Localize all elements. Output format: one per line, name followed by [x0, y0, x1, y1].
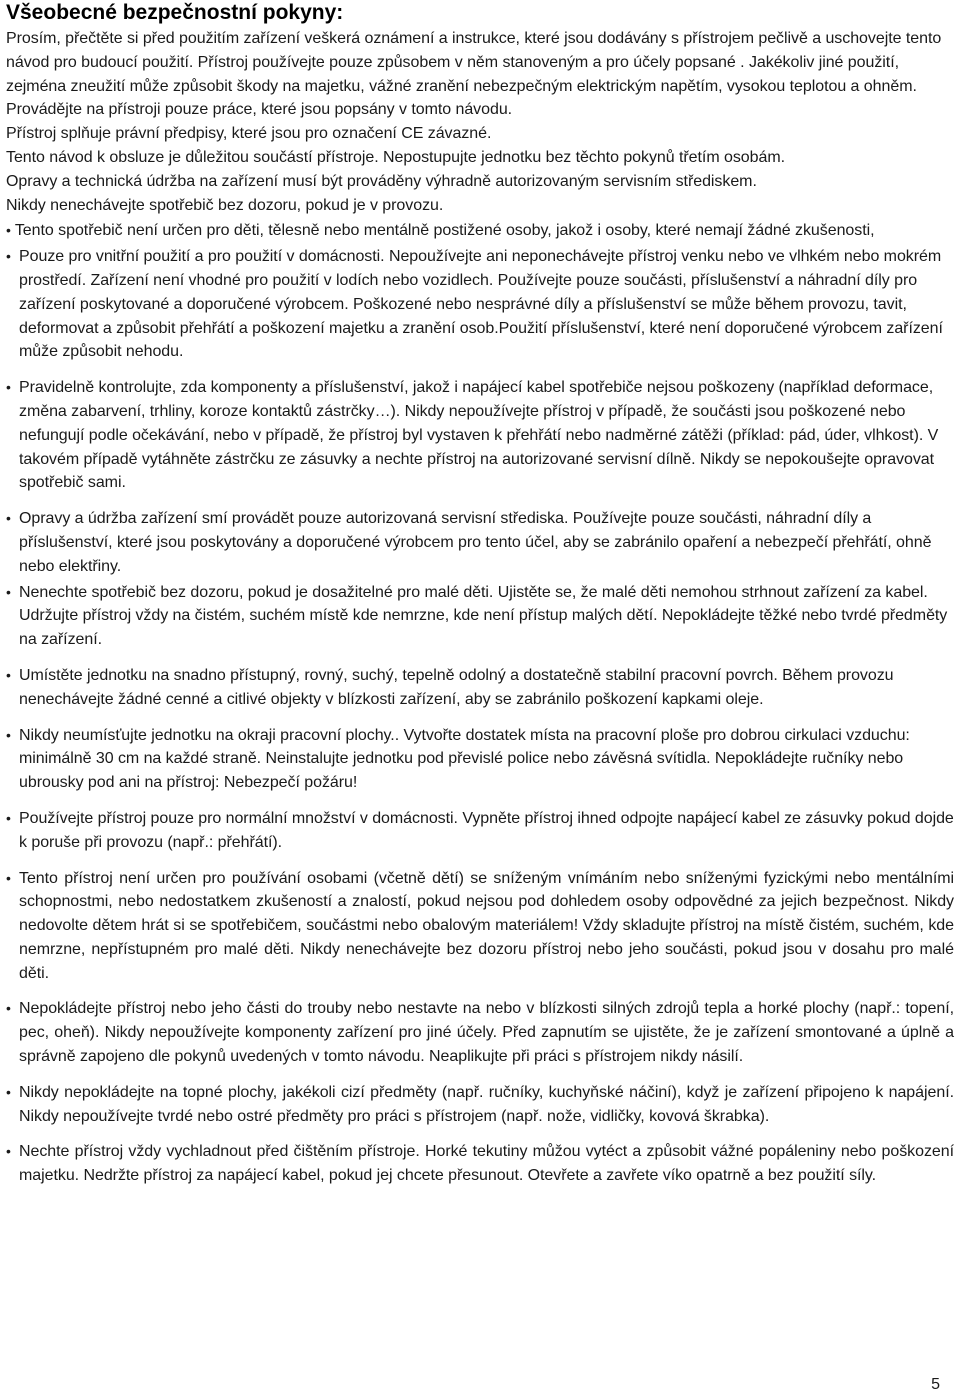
bullet-icon: •: [6, 379, 11, 396]
bullet-icon: •: [6, 809, 11, 826]
bullet-icon: •: [6, 666, 11, 683]
bullet-icon: •: [6, 222, 11, 239]
list-item: [6, 807, 954, 855]
intro-paragraph: Prosím, přečtěte si před použitím zařízení veškerá oznámení a instrukce, které jsou dodávány s přístrojem pečlivě a uschovejte tento návod pro budoucí použití. Přístroj používejte pouze způsobem v něm stanoveným a pro účely popsané . Jakékoliv jiné použití, zejména zneužití může způsobit škody na majetku, vážné zranění nebezpečným elektrickým napětím, vysokou teplotou a ohněm. Provádějte na přístroji pouze práce, které jsou popsány v tomto návodu.: [6, 30, 942, 119]
safety-list: [6, 219, 954, 1188]
bullet-icon: •: [6, 1143, 11, 1160]
list-item-text: Nikdy neumísťujte jednotku na okraji pracovní plochy.. Vytvořte dostatek místa na pracovní ploše pro dobrou cirkulaci vzduchu: minimálně 30 cm na každé straně. Neinstalujte jednotku pod převislé police nebo závěsná svítidla. Nepokládejte ručníky nebo ubrousky pod ani na přístroj: Nebezpečí požáru!: [19, 726, 910, 792]
list-item: [6, 664, 954, 712]
list-item-text: Používejte přístroj pouze pro normální množství v domácnosti. Vypněte přístroj ihned odpojte napájecí kabel ze zásuvky pokud dojde k poruše při provozu (např.: přehřátí).: [19, 809, 954, 851]
list-item: [6, 581, 954, 652]
intro-paragraph: Přístroj splňuje právní předpisy, které jsou pro označení CE závazné.: [6, 125, 492, 143]
intro-paragraph: Nikdy nenechávejte spotřebič bez dozoru, pokud je v provozu.: [6, 196, 444, 214]
list-item: [6, 219, 954, 243]
list-item: [6, 867, 954, 986]
list-item-text: Opravy a údržba zařízení smí provádět pouze autorizovaná servisní střediska. Používejte pouze součásti, náhradní díly a příslušenství, které jsou poskytovány a doporučené výrobcem pro tento účel, aby se zabránilo opaření a nebezpečí přehřátí, ohně nebo elektřiny.: [19, 510, 932, 575]
list-item-text: Umístěte jednotku na snadno přístupný, rovný, suchý, tepelně odolný a dostatečně stabilní pracovní povrch. Během provozu nenechávejte žádné cenné a citlivé objekty v blízkosti zařízení, aby se zabránilo poškození kapkami oleje.: [19, 666, 894, 708]
list-item: [6, 997, 954, 1068]
list-item-text: Pravidelně kontrolujte, zda komponenty a příslušenství, jakož i napájecí kabel spotřebiče nejsou poškozeny (například deformace, změna zabarvení, trhliny, koroze kontaktů zástrčky…). Nikdy nepoužívejte přístroj v případě, že součásti jsou poškozené nebo nefungují podle očekávání, nebo v případě, že přístroj byl vystaven k přehřátí nebo nadměrné zátěži (příklad: pád, úder, vlhkost). V takovém případě vytáhněte zástrčku ze zásuvky a nechte přístroj na autorizované servisní dílně. Nikdy se nepokoušejte opravovat spotřebič sami.: [19, 379, 939, 492]
bullet-icon: •: [6, 583, 11, 600]
list-item: [6, 245, 954, 364]
list-item-text: Tento spotřebič není určen pro děti, tělesně nebo mentálně postižené osoby, jakož i osoby, které nemají žádné zkušenosti,: [14, 222, 875, 240]
list-item-text: Nepokládejte přístroj nebo jeho části do trouby nebo nestavte na nebo v blízkosti silných zdrojů tepla a horké plochy (např.: topení, pec, oheň). Nikdy nepoužívejte komponenty zařízení pro jiné účely. Před zapnutím se ujistěte, že je zařízení smontované a úplně a správně zapojeno dle pokynů uvedených v tomto návodu. Neaplikujte při práci s přístrojem nikdy násilí.: [19, 1000, 954, 1066]
list-item: [6, 1081, 954, 1129]
page-number: 5: [931, 1376, 940, 1394]
intro-paragraph: Tento návod k obsluze je důležitou součástí přístroje. Nepostupujte jednotku bez těchto pokynů třetím osobám.: [6, 148, 786, 166]
bullet-icon: •: [6, 510, 11, 527]
list-item-text: Pouze pro vnitřní použití a pro použití v domácnosti. Nepoužívejte ani neponechávejte přístroj venku nebo ve vlhkém nebo mokrém prostředí. Zařízení není vhodné pro použití v lodích nebo vozidlech. Používejte pouze součásti, příslušenství a náhradní díly pro zařízení poskytované a doporučené výrobcem. Poškozené nebo nesprávné díly a příslušenství se může během provozu, tavit, deformovat a způsobit přehřátí a poškození majetku a zranění osob.Použití příslušenství, které není doporučené výrobcem zařízení může způsobit nehodu.: [19, 248, 943, 361]
intro-section: [6, 27, 954, 217]
list-item: [6, 376, 954, 495]
bullet-icon: •: [6, 869, 11, 886]
bullet-icon: •: [6, 726, 11, 743]
list-item-text: Nenechte spotřebič bez dozoru, pokud je dosažitelné pro malé děti. Ujistěte se, že malé děti nemohou strhnout zařízení za kabel. Udržujte přístroj vždy na čistém, suchém místě kde nemrzne, kde není přístup malých dětí. Nepokládejte těžké nebo tvrdé předměty na zařízení.: [19, 583, 948, 649]
bullet-icon: •: [6, 248, 11, 265]
list-item: [6, 724, 954, 795]
intro-paragraph: Opravy a technická údržba na zařízení musí být prováděny výhradně autorizovaným servisním střediskem.: [6, 172, 757, 190]
bullet-icon: •: [6, 1083, 11, 1100]
list-item-text: Tento přístroj není určen pro používání osobami (včetně dětí) se sníženým vnímáním nebo sníženými fyzickými nebo mentálními schopnostmi, nebo nedostatkem zkušeností a znalostí, pokud nejsou pod dohledem osoby odpovědné za jejich bezpečnost. Nikdy nedovolte dětem hrát si se spotřebičem, součástmi nebo obalovým materiálem! Vždy skladujte přístroj na místě čistém, suchém, kde nemrzne, nepřístupném pro malé děti. Nikdy nenechávejte bez dozoru přístroj nebo jeho součásti, pokud jsou v dosahu pro malé děti.: [19, 869, 954, 982]
list-item: [6, 1140, 954, 1188]
bullet-icon: •: [6, 1000, 11, 1017]
list-item: [6, 507, 954, 578]
list-item-text: Nechte přístroj vždy vychladnout před čištěním přístroje. Horké tekutiny můžou vytéct a způsobit vážné popáleniny nebo poškození majetku. Nedržte přístroj za napájecí kabel, pokud jej chcete přesunout. Otevřete a zavřete víko opatrně a bez použití síly.: [19, 1143, 954, 1185]
list-item-text: Nikdy nepokládejte na topné plochy, jakékoli cizí předměty (např. ručníky, kuchyňské náčiní), když je zařízení připojeno k napájení. Nikdy nepoužívejte tvrdé nebo ostré předměty pro práci s přístrojem (např. nože, vidličky, kovová škrabka).: [19, 1083, 954, 1125]
page-title: Všeobecné bezpečnostní pokyny:: [6, 1, 344, 24]
